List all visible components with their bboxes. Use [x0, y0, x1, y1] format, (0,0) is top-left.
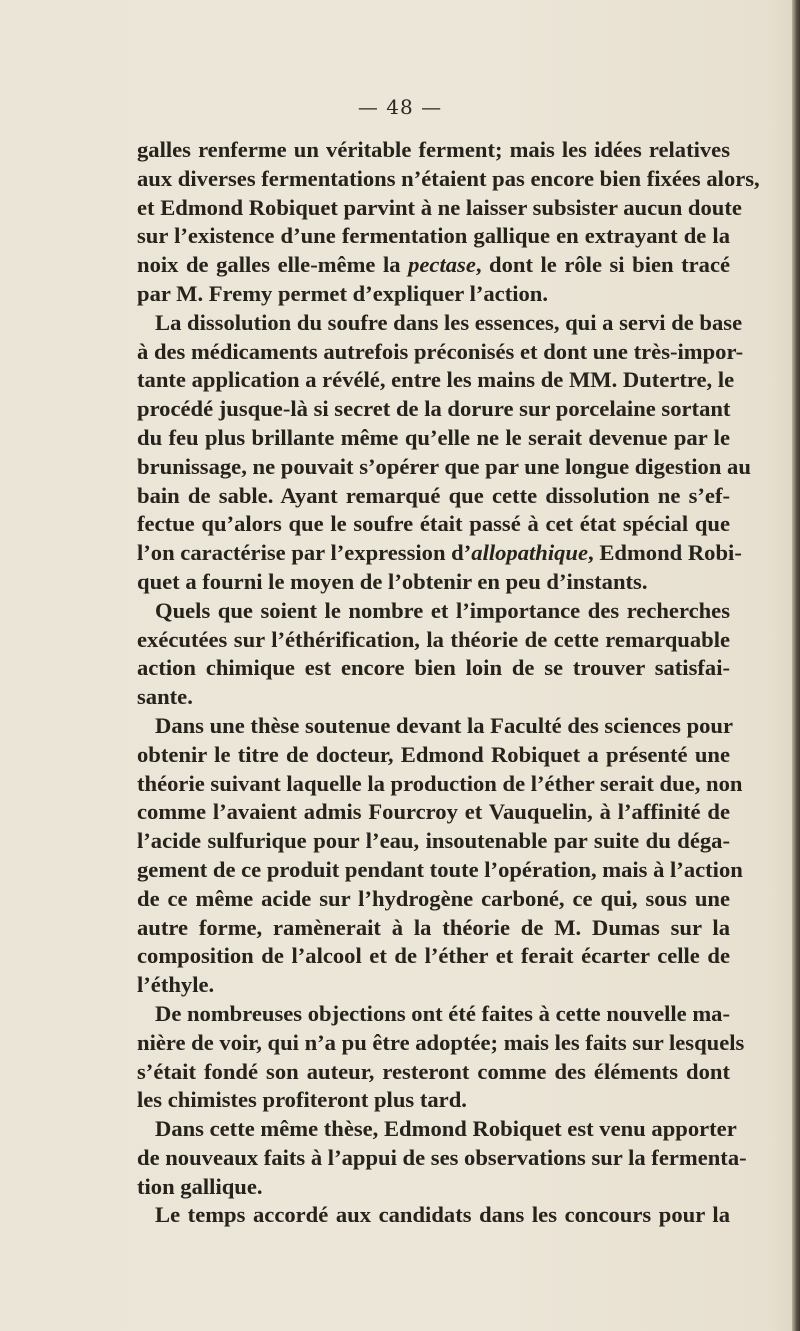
text-line: l’éthyle.: [137, 972, 215, 998]
text-line: galles renferme un véritable ferment; mais les idées relatives: [137, 137, 730, 162]
text-line: sante.: [137, 684, 193, 710]
text-line: du feu plus brillante même qu’elle ne le serait devenue par le: [137, 424, 730, 450]
text-segment: , Edmond Robi-: [588, 540, 742, 566]
text-line: exécutées sur l’éthérification, la théorie de cette remarquable: [137, 626, 730, 652]
text-line: action chimique est encore bien loin de se trouver satisfai-: [137, 655, 730, 681]
text-line: aux diverses fermentations n’étaient pas encore bien fixées alors,: [137, 165, 760, 191]
text-line: autre forme, ramènerait à la théorie de M. Dumas sur la: [137, 914, 730, 940]
text-line: Le temps accordé aux candidats dans les concours pour la: [155, 1202, 730, 1228]
italic-term: pectase: [408, 252, 476, 278]
text-line: Dans une thèse soutenue devant la Faculté des sciences pour: [155, 712, 734, 738]
text-line: brunissage, ne pouvait s’opérer que par une longue digestion au: [137, 453, 751, 479]
text-line: La dissolution du soufre dans les essences, qui a servi de base: [155, 309, 743, 335]
text-line: de ce même acide sur l’hydrogène carboné, ce qui, sous une: [137, 885, 730, 911]
text-line: Dans cette même thèse, Edmond Robiquet est venu apporter: [155, 1116, 737, 1142]
text-line: [137, 251, 730, 280]
text-line: [137, 539, 742, 568]
text-line: De nombreuses objections ont été faites à cette nouvelle ma-: [155, 1000, 730, 1026]
text-segment: , dont le rôle si bien tracé: [475, 252, 731, 278]
text-segment: noix de galles elle-même la: [137, 252, 409, 278]
text-line: fectue qu’alors que le soufre était passé à cet état spécial que: [137, 511, 730, 537]
text-line: Quels que soient le nombre et l’importance des recherches: [155, 597, 730, 623]
text-line: quet a fourni le moyen de l’obtenir en peu d’instants.: [137, 568, 648, 594]
italic-term: allopathique: [471, 540, 589, 566]
text-line: obtenir le titre de docteur, Edmond Robiquet a présenté une: [137, 741, 730, 767]
text-line: par M. Fremy permet d’expliquer l’action.: [137, 280, 549, 306]
text-line: bain de sable. Ayant remarqué que cette dissolution ne s’ef-: [137, 482, 730, 508]
page-number: — 48 —: [357, 95, 443, 119]
body-text: [137, 136, 760, 1230]
text-line: les chimistes profiteront plus tard.: [137, 1087, 467, 1113]
text-line: à des médicaments autrefois préconisés et dont une très-impor-: [137, 338, 744, 364]
text-line: s’était fondé son auteur, resteront comme des éléments dont: [137, 1058, 730, 1084]
text-line: procédé jusque-là si secret de la dorure sur porcelaine sortant: [137, 396, 731, 422]
text-line: tante application a révélé, entre les mains de MM. Dutertre, le: [137, 367, 735, 393]
text-line: nière de voir, qui n’a pu être adoptée; mais les faits sur lesquels: [137, 1029, 745, 1055]
text-line: comme l’avaient admis Fourcroy et Vauquelin, à l’affinité de: [137, 799, 730, 825]
text-line: de nouveaux faits à l’appui de ses observations sur la fermenta-: [137, 1144, 747, 1170]
text-line: tion gallique.: [137, 1173, 263, 1199]
text-line: et Edmond Robiquet parvint à ne laisser subsister aucun doute: [137, 194, 742, 220]
text-line: gement de ce produit pendant toute l’opération, mais à l’action: [137, 856, 743, 882]
text-line: sur l’existence d’une fermentation gallique en extrayant de la: [137, 223, 730, 249]
page-edge-shadow: [792, 0, 800, 1331]
text-line: théorie suivant laquelle la production de l’éther serait due, non: [137, 770, 743, 796]
text-segment: l’on caractérise par l’expression d’: [137, 540, 472, 566]
text-line: l’acide sulfurique pour l’eau, insoutenable par suite du déga-: [137, 828, 730, 854]
text-line: composition de l’alcool et de l’éther et ferait écarter celle de: [137, 943, 730, 969]
